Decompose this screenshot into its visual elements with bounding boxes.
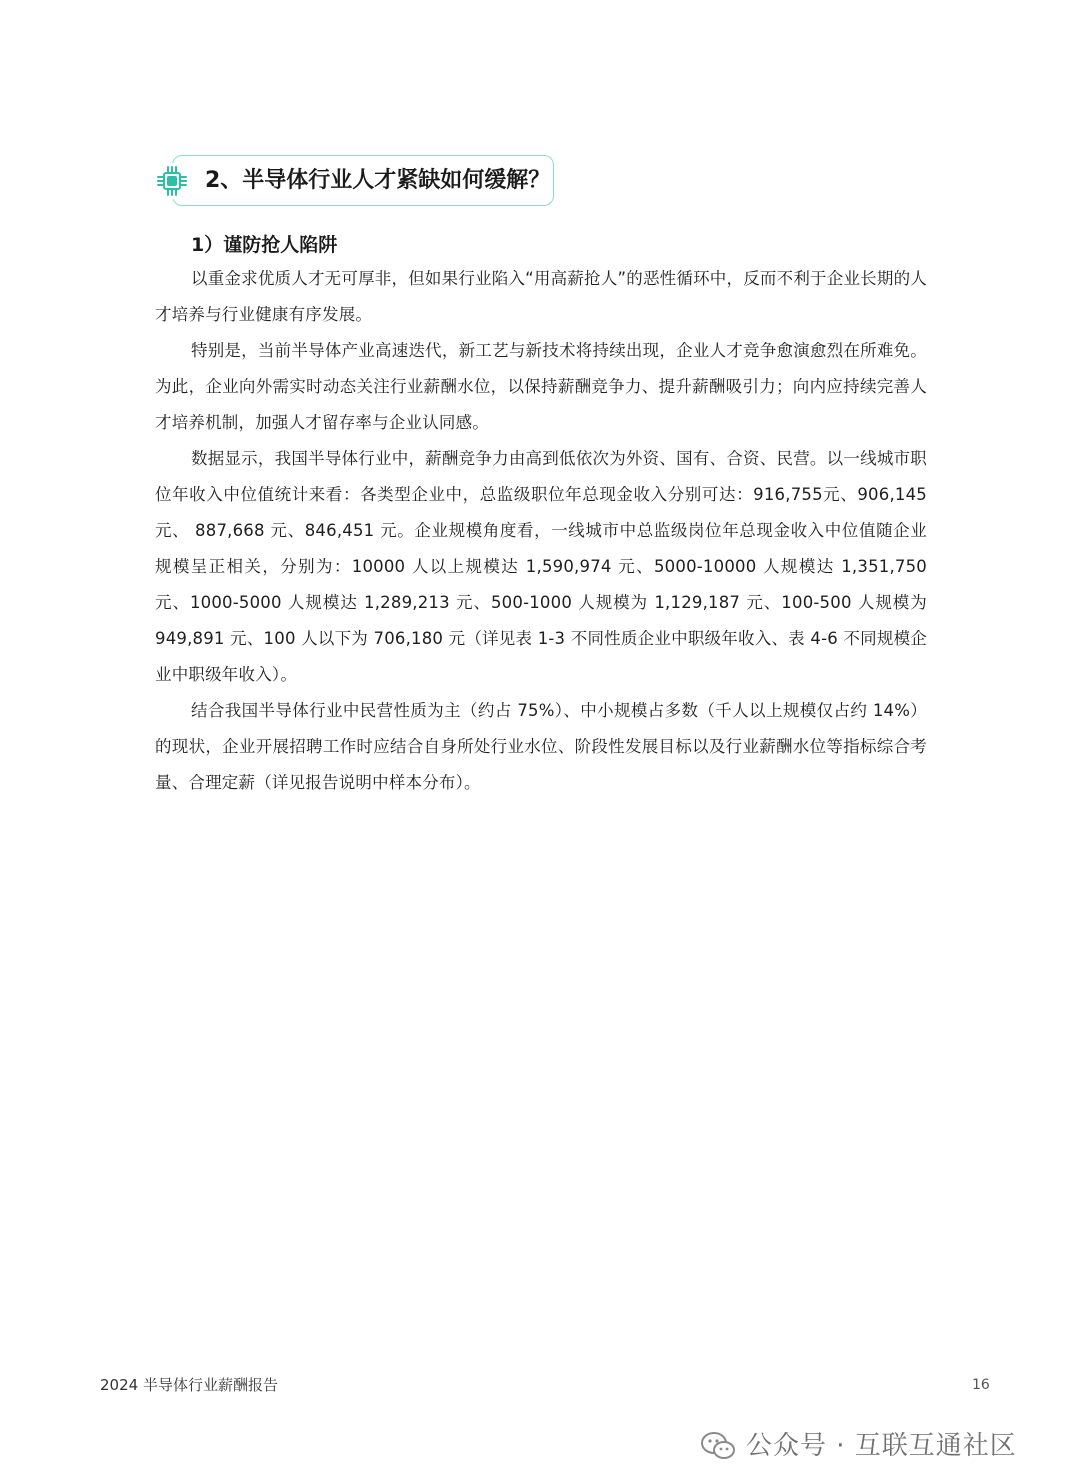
paragraph-4: 结合我国半导体行业中民营性质为主（约占 75%）、中小规模占多数（千人以上规模仅占约 14%）的现状，企业开展招聘工作时应结合自身所处行业水位、阶段性发展目标以及行业薪酬水位等指标综合考量、合理定薪（详见报告说明中样本分布）。 <box>155 701 927 792</box>
subsection-title: 1）谨防抢人陷阱 <box>191 234 338 256</box>
paragraph-2: 特别是，当前半导体产业高速迭代，新工艺与新技术将持续出现，企业人才竞争愈演愈烈在所难免。为此，企业向外需实时动态关注行业薪酬水位，以保持薪酬竞争力、提升薪酬吸引力；向内应持续完善人才培养机制，加强人才留存率与企业认同感。 <box>155 341 927 432</box>
section-title: 2、半导体行业人才紧缺如何缓解？ <box>205 168 551 193</box>
paragraph-1: 以重金求优质人才无可厚非，但如果行业陷入“用高薪抢人”的恶性循环中，反而不利于企业长期的人才培养与行业健康有序发展。 <box>155 269 927 324</box>
body-text <box>155 261 927 801</box>
page-number: 16 <box>972 1377 990 1393</box>
paragraph-3: 数据显示，我国半导体行业中，薪酬竞争力由高到低依次为外资、国有、合资、民营。以一线城市职位年收入中位值统计来看：各类型企业中，总监级职位年总现金收入分别可达：916,755元、906,145 元、 887,668 元、846,451 元。企业规模角度看，一线城市中总监级岗位年总现金收入中位值随企业规模呈正相关，分别为：10000 人以上规模达 1,590,974 元、5000-10000 人规模达 1,351,750 元、1000-5000 人规模达 1,289,213 元、500-1000 人规模为 1,129,187 元、100-500 人规模为 949,891 元、100 人以下为 706,180 元（详见表 1-3 不同性质企业中职级年收入、表 4-6 不同规模企业中职级年收入）。 <box>155 449 927 684</box>
watermark-text: 公众号 · 互联互通社区 <box>746 1431 1017 1461</box>
footer-report-title: 2024 半导体行业薪酬报告 <box>100 1376 278 1394</box>
chip-icon <box>154 163 190 199</box>
watermark <box>700 1428 1017 1464</box>
wechat-icon <box>700 1431 736 1461</box>
